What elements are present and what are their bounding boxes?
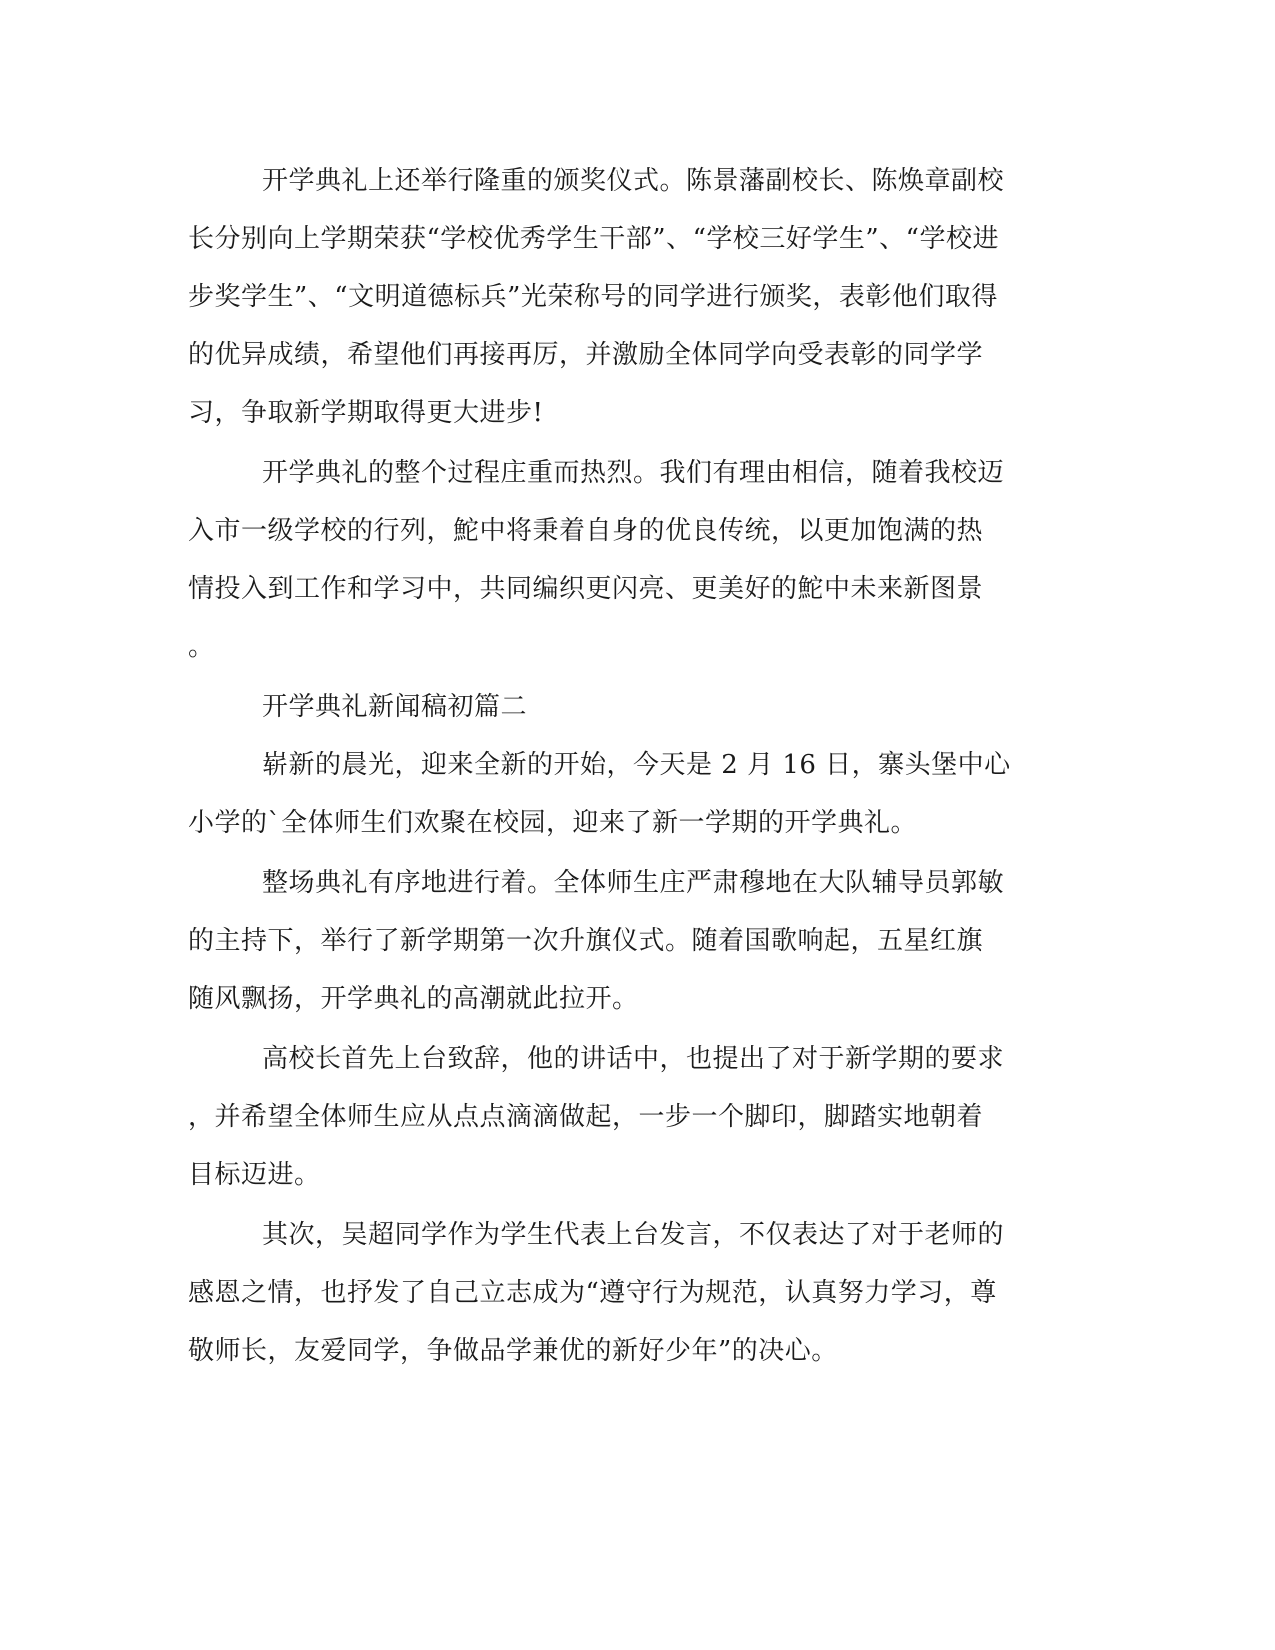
text-line: 敬师长，友爱同学，争做品学兼优的新好少年”的决心。 — [188, 1336, 838, 1366]
text-line: 习，争取新学期取得更大进步! — [188, 398, 544, 428]
text-line: 入市一级学校的行列，鮀中将秉着自身的优良传统，以更加饱满的热 — [188, 516, 984, 546]
text-line: 。 — [188, 632, 215, 662]
text-line: ，并希望全体师生应从点点滴滴做起，一步一个脚印，脚踏实地朝着 — [188, 1102, 984, 1132]
text-line: 步奖学生”、“文明道德标兵”光荣称号的同学进行颁奖，表彰他们取得 — [188, 282, 998, 312]
text-line: 开学典礼的整个过程庄重而热烈。我们有理由相信，随着我校迈 — [262, 458, 1005, 488]
section-heading: 开学典礼新闻稿初篇二 — [262, 692, 528, 722]
text-line: 小学的`全体师生们欢聚在校园，迎来了新一学期的开学典礼。 — [188, 808, 918, 838]
text-line: 整场典礼有序地进行着。全体师生庄严肃穆地在大队辅导员郭敏 — [262, 868, 1005, 898]
text-line: 崭新的晨光，迎来全新的开始，今天是 2 月 16 日，寨头堡中心 — [262, 750, 1011, 780]
text-line: 感恩之情，也抒发了自己立志成为“遵守行为规范，认真努力学习，尊 — [188, 1278, 997, 1308]
text-line: 随风飘扬，开学典礼的高潮就此拉开。 — [188, 984, 639, 1014]
text-line: 的优异成绩，希望他们再接再厉，并激励全体同学向受表彰的同学学 — [188, 340, 984, 370]
text-line: 情投入到工作和学习中，共同编织更闪亮、更美好的鮀中未来新图景 — [188, 574, 984, 604]
text-line: 高校长首先上台致辞，他的讲话中，也提出了对于新学期的要求 — [262, 1044, 1005, 1074]
text-line: 的主持下，举行了新学期第一次升旗仪式。随着国歌响起，五星红旗 — [188, 926, 984, 956]
text-line: 开学典礼上还举行隆重的颁奖仪式。陈景藩副校长、陈焕章副校 — [262, 166, 1005, 196]
text-line: 目标迈进。 — [188, 1160, 321, 1190]
text-line: 长分别向上学期荣获“学校优秀学生干部”、“学校三好学生”、“学校进 — [188, 224, 999, 254]
text-line: 其次，吴超同学作为学生代表上台发言，不仅表达了对于老师的 — [262, 1220, 1005, 1250]
